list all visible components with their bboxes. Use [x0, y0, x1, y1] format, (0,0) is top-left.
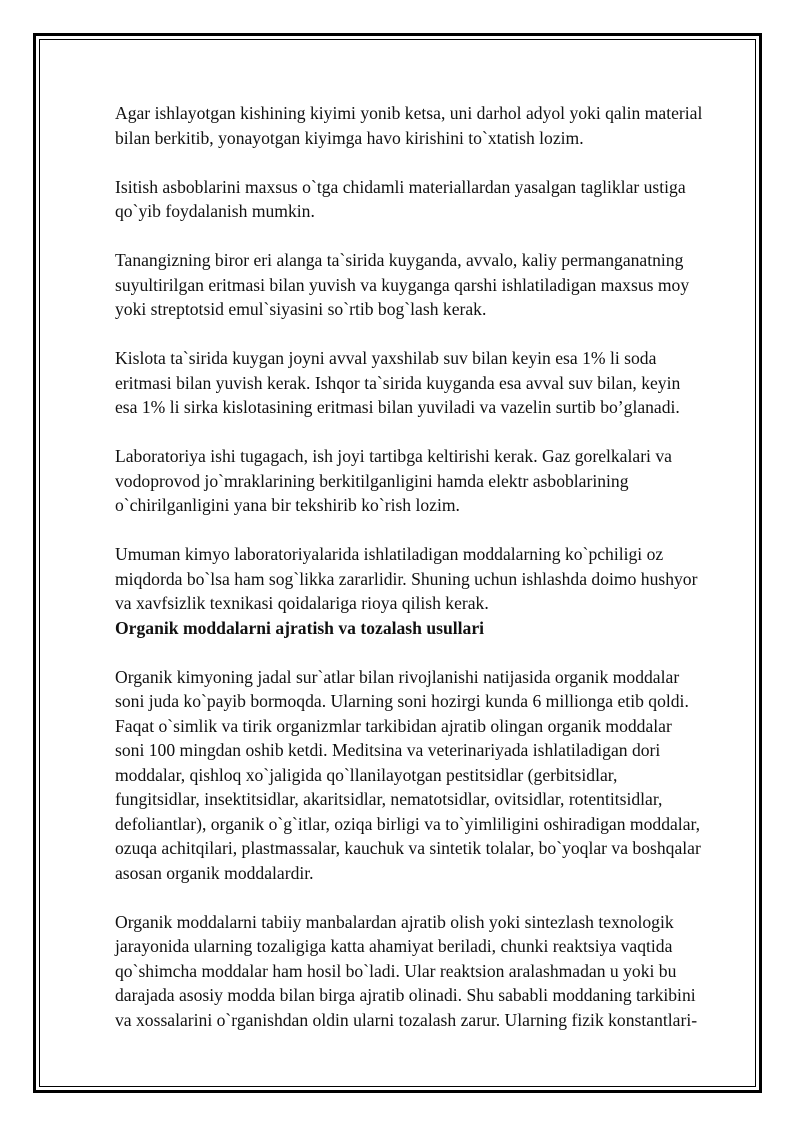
text-line: Agar ishlayotgan kishining kiyimi yonib ketsa, uni darhol adyol yoki qalin material — [115, 103, 703, 123]
text-line: o`chirilganligini yana bir tekshirib ko`rish lozim. — [115, 495, 460, 515]
text-line: Kislota ta`sirida kuygan joyni avval yaxshilab suv bilan keyin esa 1% li soda — [115, 348, 657, 368]
text-line: suyultirilgan eritmasi bilan yuvish va kuyganga qarshi ishlatiladigan maxsus moy — [115, 274, 690, 295]
text-line: va xossalarini o`rganishdan oldin ularni tozalash zarur. Ularning fizik konstantlari- — [115, 1009, 698, 1030]
text-line: moddalar, qishloq xo`jaligida qo`llanilayotgan pestitsidlar (gerbitsidlar, — [115, 764, 618, 785]
text-line: yoki streptotsid emul`siyasini so`rtib bog`lash kerak. — [115, 299, 487, 319]
text-line: soni juda ko`payib bormoqda. Ularning soni hozirgi kunda 6 millionga etib qoldi. — [115, 691, 689, 711]
text-line: fungitsidlar, insektitsidlar, akaritsidlar, nematotsidlar, ovitsidlar, rotentitsidlar, — [115, 789, 663, 809]
paragraph-after-work — [115, 444, 745, 518]
text-line: vodoprovod jo`mraklarining berkitilganligini hamda elektr asboblarining — [115, 470, 629, 491]
text-line: Organik moddalarni tabiiy manbalardan ajratib olish yoki sintezlash texnologik — [115, 911, 674, 932]
text-line: asosan organik moddalardir. — [115, 862, 314, 883]
text-line: Organik kimyoning jadal sur`atlar bilan rivojlanishi natijasida organik moddalar — [115, 666, 680, 687]
text-line: va xavfsizlik texnikasi qoidalariga rioya qilish kerak. — [115, 593, 489, 613]
paragraph-heating-devices — [115, 175, 745, 224]
text-line: darajada asosiy modda bilan birga ajratib olinadi. Shu sababli moddaning tarkibini — [115, 985, 696, 1005]
text-line: ozuqa achitqilari, plastmassalar, kauchuk va sintetik tolalar, bo`yoqlar va boshqalar — [115, 838, 701, 858]
text-line: defoliantlar), organik o`g`itlar, oziqa birligi va to`yimliligini oshiradigan moddalar, — [115, 813, 701, 834]
text-line: Isitish asboblarini maxsus o`tga chidamli materiallardan yasalgan tagliklar ustiga — [115, 176, 686, 197]
text-line: Laboratoriya ishi tugagach, ish joyi tartibga keltirishi kerak. Gaz gorelkalari va — [115, 446, 672, 466]
text-line: qo`yib foydalanish mumkin. — [115, 201, 315, 221]
text-line: Umuman kimyo laboratoriyalarida ishlatiladigan moddalarning ko`pchiligi oz — [115, 544, 664, 564]
paragraph-organic-chemistry — [115, 665, 745, 886]
text-line: miqdorda bo`lsa ham sog`likka zararlidir. Shuning uchun ishlashda doimo hushyor — [115, 568, 698, 589]
text-line: soni 100 mingdan oshib ketdi. Meditsina va veterinariyada ishlatiladigan dori — [115, 740, 661, 760]
paragraph-general-safety — [115, 542, 745, 616]
text-line: esa 1% li sirka kislotasining eritmasi bilan yuviladi va vazelin surtib bo’glanadi. — [115, 397, 680, 417]
text-line: Tanangizning biror eri alanga ta`sirida kuyganda, avvalo, kaliy permanganatning — [115, 250, 684, 270]
document-body — [115, 101, 745, 1032]
text-line: Faqat o`simlik va tirik organizmlar tarkibidan ajratib olingan organik moddalar — [115, 715, 672, 736]
text-line: jarayonida ularning tozaligiga katta ahamiyat beriladi, chunki reaktsiya vaqtida — [115, 936, 673, 956]
section-heading: Organik moddalarni ajratish va tozalash usullari — [115, 617, 485, 638]
text-line: qo`shimcha moddalar ham hosil bo`ladi. Ular reaktsion aralashmadan u yoki bu — [115, 960, 677, 981]
paragraph-flame-burns — [115, 248, 745, 322]
paragraph-chemical-burns — [115, 346, 745, 420]
text-line: eritmasi bilan yuvish kerak. Ishqor ta`sirida kuyganda esa avval suv bilan, keyin — [115, 372, 681, 393]
text-line: bilan berkitib, yonayotgan kiyimga havo kirishini to`xtatish lozim. — [115, 127, 584, 148]
paragraph-burning-clothes — [115, 101, 745, 150]
paragraph-purification — [115, 910, 745, 1033]
